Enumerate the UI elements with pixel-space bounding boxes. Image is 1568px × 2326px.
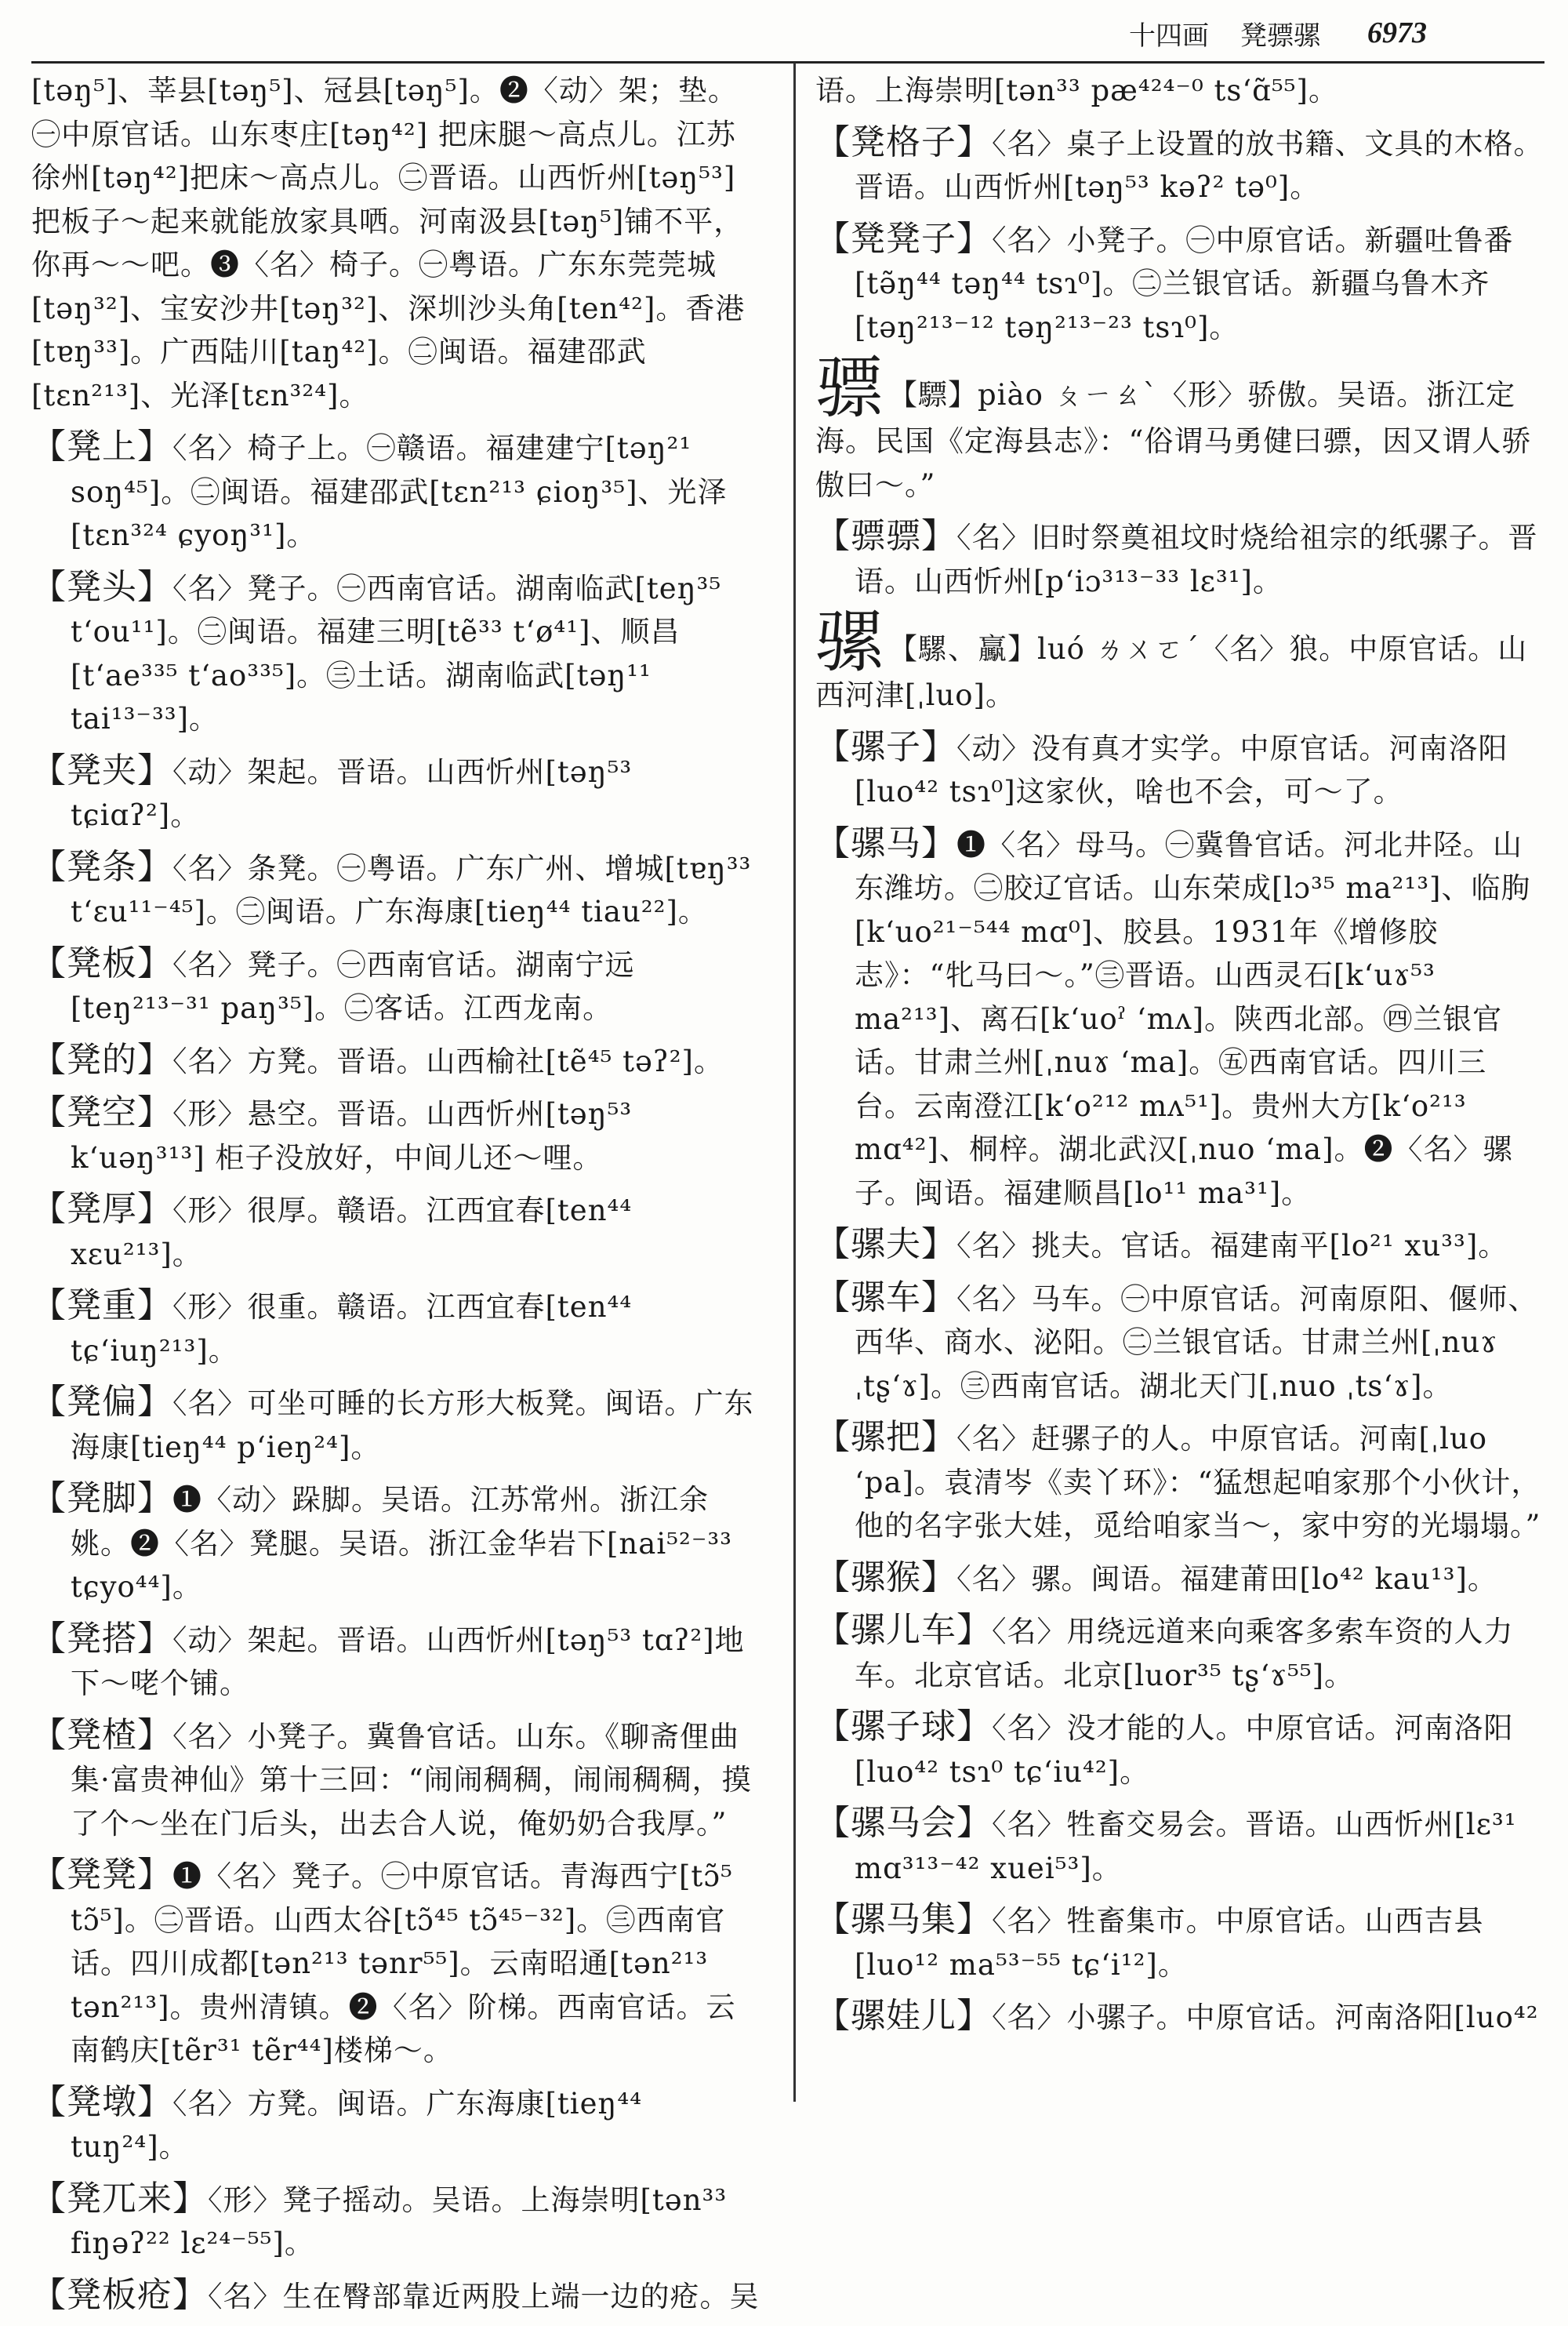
headword: 【凳兀来】	[31, 2178, 208, 2219]
dictionary-entry	[31, 1091, 760, 1179]
headword: 【凳墩】	[31, 2081, 172, 2122]
headword: 【骡猴】	[815, 1557, 956, 1597]
entry-definition: 〈名〉牲畜交易会。晋语。山西忻州[lɛ³¹ mɑ³¹³⁻⁴² xuei⁵³]。	[855, 1808, 1517, 1885]
entry-definition: 〈形〉凳子摇动。吴语。上海崇明[tən³³ fiŋəʔ²² lɛ²⁴⁻⁵⁵]。	[71, 2182, 728, 2260]
entry-definition: 〈名〉没才能的人。中原官话。河南洛阳[luo⁴² tsɿ⁰ tɕʻiu⁴²]。	[855, 1711, 1514, 1789]
entry-definition: ❶〈动〉跺脚。吴语。江苏常州。浙江余姚。❷〈名〉凳腿。吴语。浙江金华岩下[nai⁵²⁻³³ tɕyo⁴⁴]。	[71, 1483, 733, 1604]
dictionary-entry	[815, 1898, 1544, 1986]
entry-definition: 〈名〉牲畜集市。中原官话。山西吉县[luo¹² ma⁵³⁻⁵⁵ tɕʻi¹²]。	[855, 1904, 1484, 1982]
headword: 【凳上】	[31, 427, 172, 467]
headword: 【凳凳子】	[815, 218, 992, 259]
dictionary-entry	[31, 1284, 760, 1372]
dictionary-entry	[815, 121, 1544, 209]
headword: 【骡儿车】	[815, 1610, 992, 1650]
dictionary-entry	[815, 822, 1544, 1216]
entry-definition: 〈名〉用绕远道来向乘客多索车资的人力车。北京官话。北京[luor³⁵ tʂʻɤ⁵⁵]。	[855, 1615, 1514, 1692]
entry-definition: 〈形〉悬空。晋语。山西忻州[təŋ⁵³ kʻuəŋ³¹³] 柜子没放好，中间儿还～哩。	[71, 1097, 633, 1175]
character-entry	[815, 603, 1544, 718]
head-character: 骠	[815, 349, 884, 427]
page-header	[1129, 9, 1537, 56]
entry-definition: [təŋ⁵]、莘县[təŋ⁵]、冠县[təŋ⁵]。❷〈动〉架；垫。㊀中原官话。山东枣庄[təŋ⁴²] 把床腿～高点儿。江苏徐州[təŋ⁴²]把床～高点儿。㊁晋语。山西忻州[təŋ⁵³]把板子～起来就能放家具哂。河南汲县[təŋ⁵]铺不平，你再～～吧。❸〈名〉椅子。㊀粤语。广东东莞莞城[təŋ³²]、宝安沙井[təŋ³²]、深圳沙头角[ten⁴²]。香港[tɐŋ³³]。广西陆川[taŋ⁴²]。㊁闽语。福建邵武[tɛn²¹³]、光泽[tɛn³²⁴]。	[31, 74, 746, 413]
entry-definition: 语。上海崇明[tən³³ pæ⁴²⁴⁻⁰ tsʻɑ̃⁵⁵]。	[815, 74, 1338, 107]
dictionary-entry	[31, 1380, 760, 1469]
dictionary-entry	[815, 1994, 1544, 2040]
headword: 【骡马会】	[815, 1803, 992, 1843]
entry-definition: ❶〈名〉凳子。㊀中原官话。青海西宁[tɔ̃⁵ tɔ̃⁵]。㊁晋语。山西太谷[tɔ̃⁴⁵ tɔ̃⁴⁵⁻³²]。㊂西南官话。四川成都[tən²¹³ tənr⁵⁵]。云南昭通[tən²¹³ tən²¹³]。贵州清镇。❷〈名〉阶梯。西南官话。云南鹤庆[tẽr³¹ tẽr⁴⁴]楼梯～。	[71, 1859, 736, 2067]
headword: 【凳板】	[31, 943, 172, 983]
headword: 【凳重】	[31, 1285, 172, 1325]
page-number: 6973	[1367, 16, 1427, 49]
right-column	[815, 69, 1544, 2048]
entry-definition: 〈名〉椅子上。㊀赣语。福建建宁[təŋ²¹ soŋ⁴⁵]。㊁闽语。福建邵武[tɛn²¹³ ɕioŋ³⁵]、光泽[tɛn³²⁴ ɕyoŋ³¹]。	[71, 431, 728, 552]
headword: 【凳头】	[31, 566, 172, 607]
entry-definition: 〈名〉旧时祭奠祖坟时烧给祖宗的纸骡子。晋语。山西忻州[pʻiɔ³¹³⁻³³ lɛ³¹]。	[855, 521, 1538, 598]
character-entry	[815, 349, 1544, 507]
dictionary-entry	[815, 1223, 1544, 1268]
dictionary-entry	[31, 1617, 760, 1706]
dictionary-entry	[31, 2177, 760, 2266]
entry-definition: 〈名〉骡。闽语。福建莆田[lo⁴² kau¹³]。	[956, 1561, 1497, 1596]
entry-definition: 〈动〉架起。晋语。山西忻州[təŋ⁵³ tɑʔ²]地下～咾个铺。	[71, 1623, 745, 1700]
headword: 【骡子球】	[815, 1706, 992, 1746]
headword: 【凳脚】	[31, 1478, 172, 1518]
dictionary-entry	[815, 217, 1544, 350]
headword: 【凳空】	[31, 1092, 172, 1132]
headword: 【骡车】	[815, 1277, 956, 1317]
dictionary-entry	[815, 1801, 1544, 1890]
headword: 【凳夹】	[31, 750, 172, 790]
headword: 【骡夫】	[815, 1224, 956, 1264]
headword: 【骡娃儿】	[815, 1996, 992, 2036]
dictionary-entry	[31, 1853, 760, 2073]
dictionary-entry	[815, 1608, 1544, 1697]
header-chars: 凳骠骡	[1240, 20, 1320, 52]
entry-definition: 〈名〉凳子。㊀西南官话。湖南宁远[teŋ²¹³⁻³¹ paŋ³⁵]。㊁客话。江西龙南。	[71, 947, 635, 1025]
headword: 【凳厚】	[31, 1189, 172, 1229]
entry-definition: 【驃】piào ㄆㄧㄠˋ〈形〉骄傲。吴语。浙江定海。民国《定海县志》：“俗谓马勇健曰骠，因又谓人骄傲曰～。”	[815, 378, 1532, 502]
headword: 【凳偏】	[31, 1382, 172, 1422]
dictionary-entry	[31, 942, 760, 1030]
entry-definition: 〈名〉小凳子。冀鲁官话。山东。《聊斋俚曲集·富贵神仙》第十三回：“闹闹稠稠，闹闹稠稠，摸了个～坐在门后头，出去合人说，俺奶奶合我厚。”	[71, 1719, 752, 1841]
dictionary-entry	[31, 1038, 760, 1084]
headword: 【凳格子】	[815, 122, 992, 162]
headword: 【骠骠】	[815, 516, 956, 556]
head-character: 骡	[815, 603, 884, 681]
header-rule	[31, 61, 1544, 64]
headword: 【凳板疮】	[31, 2274, 208, 2315]
entry-definition: 〈形〉很厚。赣语。江西宜春[ten⁴⁴ xɛu²¹³]。	[71, 1194, 633, 1271]
dictionary-entry	[815, 1556, 1544, 1601]
entry-definition: 【騾、驘】luó ㄌㄨㄛˊ〈名〉狼。中原官话。山西河津[ˌluo]。	[815, 632, 1528, 712]
headword: 【凳楂】	[31, 1714, 172, 1755]
column-divider	[793, 63, 796, 2102]
section-label: 十四画	[1129, 20, 1209, 52]
headword: 【骡马】	[815, 823, 956, 863]
entry-definition: 〈名〉方凳。闽语。广东海康[tieŋ⁴⁴ tuŋ²⁴]。	[71, 2086, 643, 2164]
continued-text	[815, 69, 1544, 113]
headword: 【骡把】	[815, 1417, 956, 1457]
entry-definition: 〈名〉桌子上设置的放书籍、文具的木格。晋语。山西忻州[təŋ⁵³ kəʔ² tə⁰]。	[855, 126, 1544, 204]
entry-definition: 〈名〉小骡子。中原官话。河南洛阳[luo⁴²	[992, 2001, 1539, 2034]
dictionary-entry	[31, 845, 760, 934]
entry-definition: ❶〈名〉母马。㊀冀鲁官话。河北井陉。山东潍坊。㊁胶辽官话。山东荣成[lɔ³⁵ ma²¹³]、临朐[kʻuo²¹⁻⁵⁴⁴ mɑ⁰]、胶县。1931年《增修胶志》：“牝马曰～。”㊂晋语。山西灵石[kʻuɤ⁵³ ma²¹³]、离石[kʻuoˀ ʻmʌ]。陕西北部。㊃兰银官话。甘肃兰州[ˌnuɤ ʻma]。㊄西南官话。四川三台。云南澄江[kʻo²¹² mʌ⁵¹]。贵州大方[kʻo²¹³ mɑ⁴²]、桐梓。湖北武汉[ˌnuo ʻma]。❷〈名〉骡子。闽语。福建顺昌[lo¹¹ ma³¹]。	[855, 827, 1531, 1210]
entry-definition: 〈形〉很重。赣语。江西宜春[ten⁴⁴ tɕʻiuŋ²¹³]。	[71, 1290, 633, 1368]
entry-definition: 〈名〉马车。㊀中原官话。河南原阳、偃师、西华、商水、泌阳。㊁兰银官话。甘肃兰州[ˌnuɤ ˌtʂʻɤ]。㊂西南官话。湖北天门[ˌnuo ˌtsʻɤ]。	[855, 1281, 1538, 1403]
entry-definition: 〈动〉没有真才实学。中原官话。河南洛阳[luo⁴² tsɿ⁰]这家伙，啥也不会，可～了。	[855, 731, 1508, 809]
entry-definition: 〈名〉生在臀部靠近两股上端一边的疮。吴	[208, 2279, 760, 2313]
entry-definition: 〈名〉赶骡子的人。中原官话。河南[ˌluo ʻpa]。袁清岑《卖丫环》：“猛想起咱家那个小伙计，他的名字张大娃，觅给咱家当～，家中穷的光塌塌。”	[855, 1422, 1541, 1543]
dictionary-entry	[815, 514, 1544, 603]
entry-definition: 〈名〉挑夫。官话。福建南平[lo²¹ xu³³]。	[956, 1229, 1508, 1263]
headword: 【骡马集】	[815, 1899, 992, 1939]
entry-definition: 〈名〉凳子。㊀西南官话。湖南临武[teŋ³⁵ tʻou¹¹]。㊁闽语。福建三明[tẽ³³ tʻø⁴¹]、顺昌[tʻae³³⁵ tʻao³³⁵]。㊂土话。湖南临武[təŋ¹¹ tai¹³⁻³³]。	[71, 571, 722, 736]
dictionary-entry	[31, 2081, 760, 2169]
left-column	[31, 69, 760, 2326]
dictionary-entry	[31, 2273, 760, 2319]
headword: 【凳凳】	[31, 1855, 172, 1895]
dictionary-entry	[815, 1416, 1544, 1548]
dictionary-entry	[815, 1276, 1544, 1408]
headword: 【凳搭】	[31, 1618, 172, 1659]
entry-definition: 〈名〉小凳子。㊀中原官话。新疆吐鲁番[tə̃ŋ⁴⁴ təŋ⁴⁴ tsɿ⁰]。㊁兰银官话。新疆乌鲁木齐[təŋ²¹³⁻¹² təŋ²¹³⁻²³ tsɿ⁰]。	[855, 223, 1514, 344]
headword: 【凳条】	[31, 846, 172, 887]
dictionary-entry	[815, 725, 1544, 814]
entry-definition: 〈名〉可坐可睡的长方形大板凳。闽语。广东海康[tieŋ⁴⁴ pʻieŋ²⁴]。	[71, 1387, 754, 1464]
headword: 【凳的】	[31, 1039, 172, 1080]
entry-definition: 〈名〉条凳。㊀粤语。广东广州、增城[tɐŋ³³ tʻɛu¹¹⁻⁴⁵]。㊁闽语。广东海康[tieŋ⁴⁴ tiau²²]。	[71, 851, 752, 929]
entry-definition: 〈动〉架起。晋语。山西忻州[təŋ⁵³ tɕiɑʔ²]。	[71, 754, 633, 832]
dictionary-entry	[31, 1187, 760, 1276]
dictionary-entry	[31, 565, 760, 741]
dictionary-entry	[31, 1714, 760, 1846]
dictionary-entry	[31, 749, 760, 838]
headword: 【骡子】	[815, 726, 956, 767]
dictionary-entry	[31, 425, 760, 558]
entry-definition: 〈名〉方凳。晋语。山西榆社[tẽ⁴⁵ təʔ²]。	[172, 1044, 724, 1078]
continued-text	[31, 69, 760, 417]
dictionary-entry	[815, 1705, 1544, 1794]
dictionary-entry	[31, 1477, 760, 1609]
